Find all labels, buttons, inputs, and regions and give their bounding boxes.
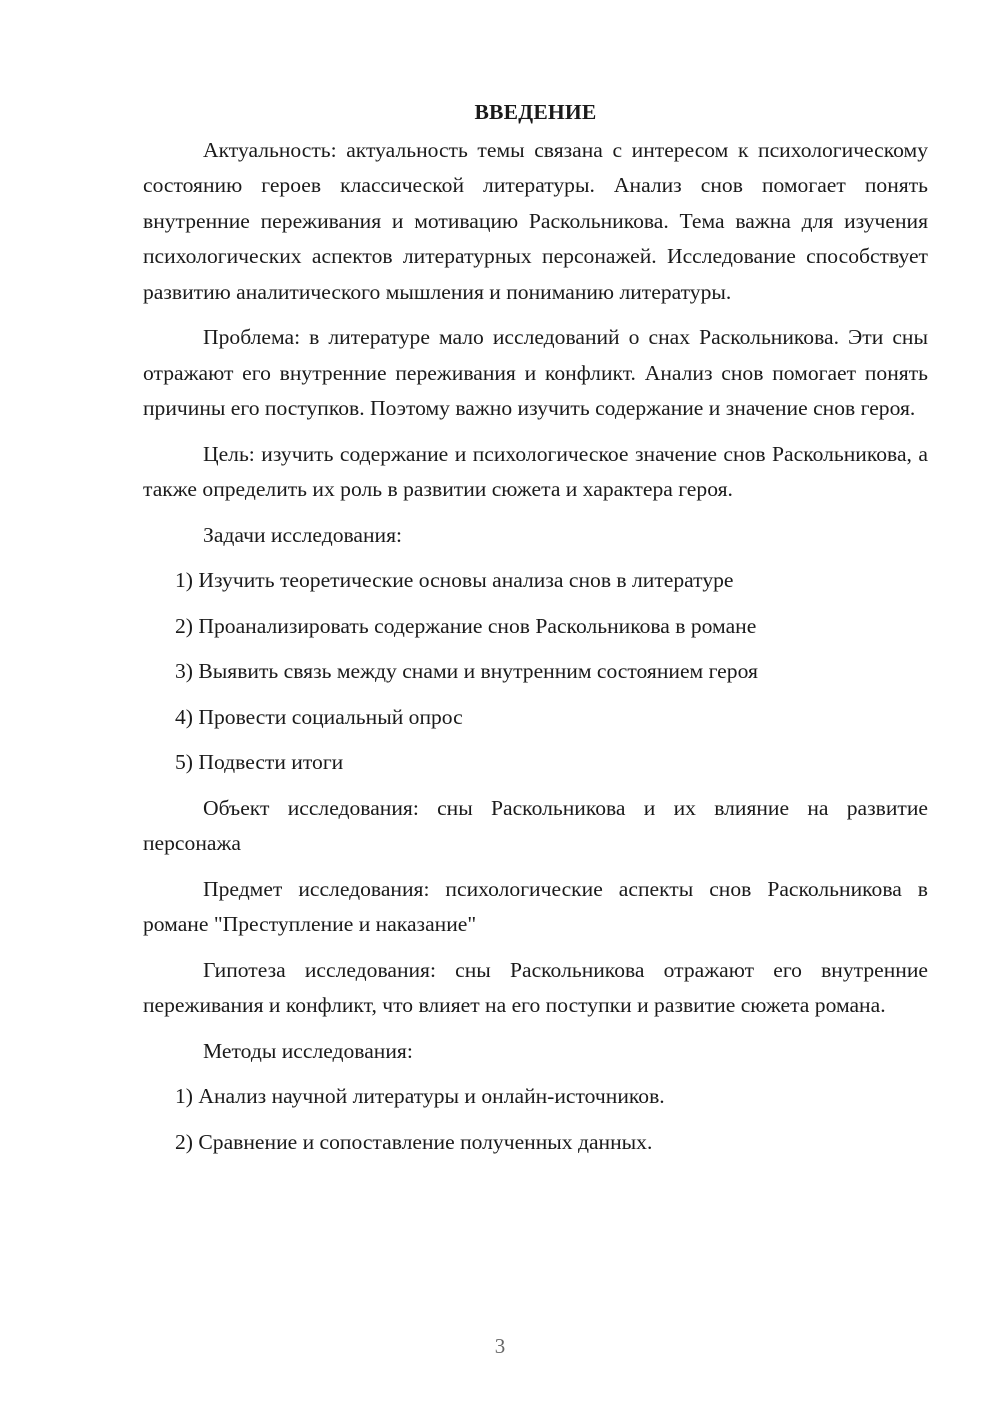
- page-content: [143, 95, 928, 1170]
- task-item: 5) Подвести итоги: [175, 750, 344, 774]
- paragraph-subject: Предмет исследования: психологические аспекты снов Раскольникова в романе "Преступление и наказание": [143, 876, 928, 936]
- page-number: 3: [494, 1334, 506, 1358]
- section-title: ВВЕДЕНИЕ: [474, 100, 597, 124]
- paragraph-hypothesis: Гипотеза исследования: сны Раскольникова отражают его внутренние переживания и конфликт, что влияет на его поступки и развитие сюжета романа.: [143, 957, 928, 1017]
- paragraph-object: Объект исследования: сны Раскольникова и их влияние на развитие персонажа: [143, 795, 928, 855]
- task-item: 2) Проанализировать содержание снов Раскольникова в романе: [175, 613, 757, 638]
- task-item: 1) Изучить теоретические основы анализа снов в литературе: [175, 568, 734, 592]
- task-item: 3) Выявить связь между снами и внутренним состоянием героя: [175, 659, 758, 683]
- method-item: 2) Сравнение и сопоставление полученных данных.: [175, 1129, 653, 1154]
- tasks-heading: Задачи исследования:: [203, 522, 403, 547]
- paragraph-goal: Цель: изучить содержание и психологическое значение снов Раскольникова, а также определить их роль в развитии сюжета и характера героя.: [143, 441, 928, 501]
- task-item: 4) Провести социальный опрос: [175, 704, 463, 729]
- paragraph-problem: Проблема: в литературе мало исследований о снах Раскольникова. Эти сны отражают его внутренние переживания и конфликт. Анализ снов помогает понять причины его поступков. Поэтому важно изучить содержание и значение снов героя.: [143, 325, 928, 420]
- methods-heading: Методы исследования:: [203, 1038, 413, 1063]
- paragraph-relevance: Актуальность: актуальность темы связана с интересом к психологическому состоянию героев классической литературы. Анализ снов помогает понять внутренние переживания и мотивацию Раскольникова. Тема важна для изучения психологических аспектов литературных персонажей. Исследование способствует развитию аналитического мышления и пониманию литературы.: [143, 137, 928, 304]
- method-item: 1) Анализ научной литературы и онлайн-источников.: [175, 1084, 665, 1108]
